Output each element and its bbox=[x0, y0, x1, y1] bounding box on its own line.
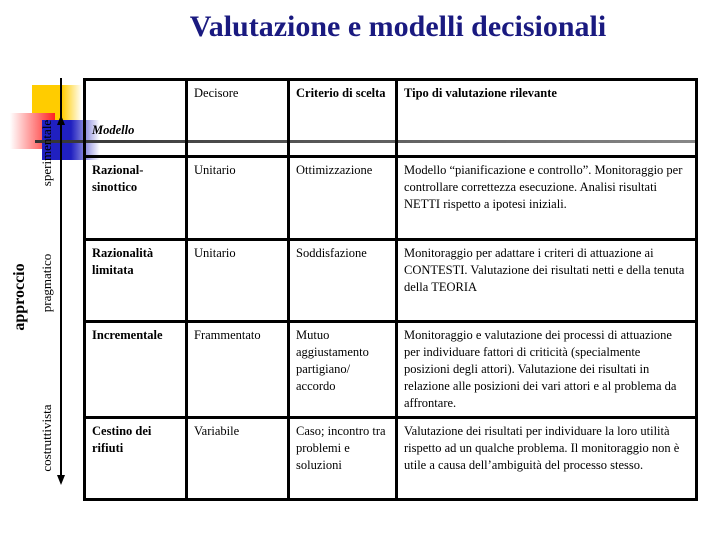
cell-criterio: Mutuo aggiustamento partigiano/ accordo bbox=[289, 322, 397, 418]
header-modello: Modello bbox=[92, 123, 135, 137]
cell-criterio: Soddisfazione bbox=[289, 240, 397, 322]
header-tipo: Tipo di valutazione rilevante bbox=[397, 80, 697, 157]
header-criterio: Criterio di scelta bbox=[289, 80, 397, 157]
decision-models-table bbox=[83, 78, 698, 501]
cell-decisore: Unitario bbox=[187, 240, 289, 322]
page-title: Valutazione e modelli decisionali bbox=[189, 10, 607, 43]
cell-tipo: Monitoraggio e valutazione dei processi di attuazione per individuare fattori di criticità (specialmente posizioni degli attori). Valutazione dei risultati in relazione alle posizioni dei vari attori e al problema da affrontare. bbox=[397, 322, 697, 418]
axis-title-approccio: approccio bbox=[11, 263, 28, 331]
axis-label-pragmatico: pragmatico bbox=[39, 253, 54, 313]
cell-tipo: Valutazione dei risultati per individuare la loro utilità rispetto ad un qualche problema. Il monitoraggio non è utile a causa dell’ambiguità del processo stesso. bbox=[397, 418, 697, 500]
table-row bbox=[85, 418, 697, 500]
header-decisore: Decisore bbox=[187, 80, 289, 157]
cell-model: Incrementale bbox=[85, 322, 187, 418]
cell-tipo: Modello “pianificazione e controllo”. Monitoraggio per controllare correttezza esecuzione. Analisi risultati NETTI rispetto a ipotesi iniziali. bbox=[397, 157, 697, 240]
approach-axis-arrow bbox=[52, 75, 72, 490]
cell-tipo: Monitoraggio per adattare i criteri di attuazione ai CONTESTI. Valutazione dei risultati netti e della tenuta della TEORIA bbox=[397, 240, 697, 322]
cell-model: Cestino dei rifiuti bbox=[85, 418, 187, 500]
table-header-row bbox=[85, 80, 697, 157]
cell-criterio: Caso; incontro tra problemi e soluzioni bbox=[289, 418, 397, 500]
cell-decisore: Variabile bbox=[187, 418, 289, 500]
cell-decisore: Unitario bbox=[187, 157, 289, 240]
table-row bbox=[85, 157, 697, 240]
cell-criterio: Ottimizzazione bbox=[289, 157, 397, 240]
table-row bbox=[85, 322, 697, 418]
axis-label-sperimentale: sperimentale bbox=[39, 119, 54, 187]
cell-model: Razionalità limitata bbox=[85, 240, 187, 322]
cell-decisore: Frammentato bbox=[187, 322, 289, 418]
table-row bbox=[85, 240, 697, 322]
axis-label-costruttivista: costruttivista bbox=[39, 404, 54, 472]
cell-model: Razional-sinottico bbox=[85, 157, 187, 240]
